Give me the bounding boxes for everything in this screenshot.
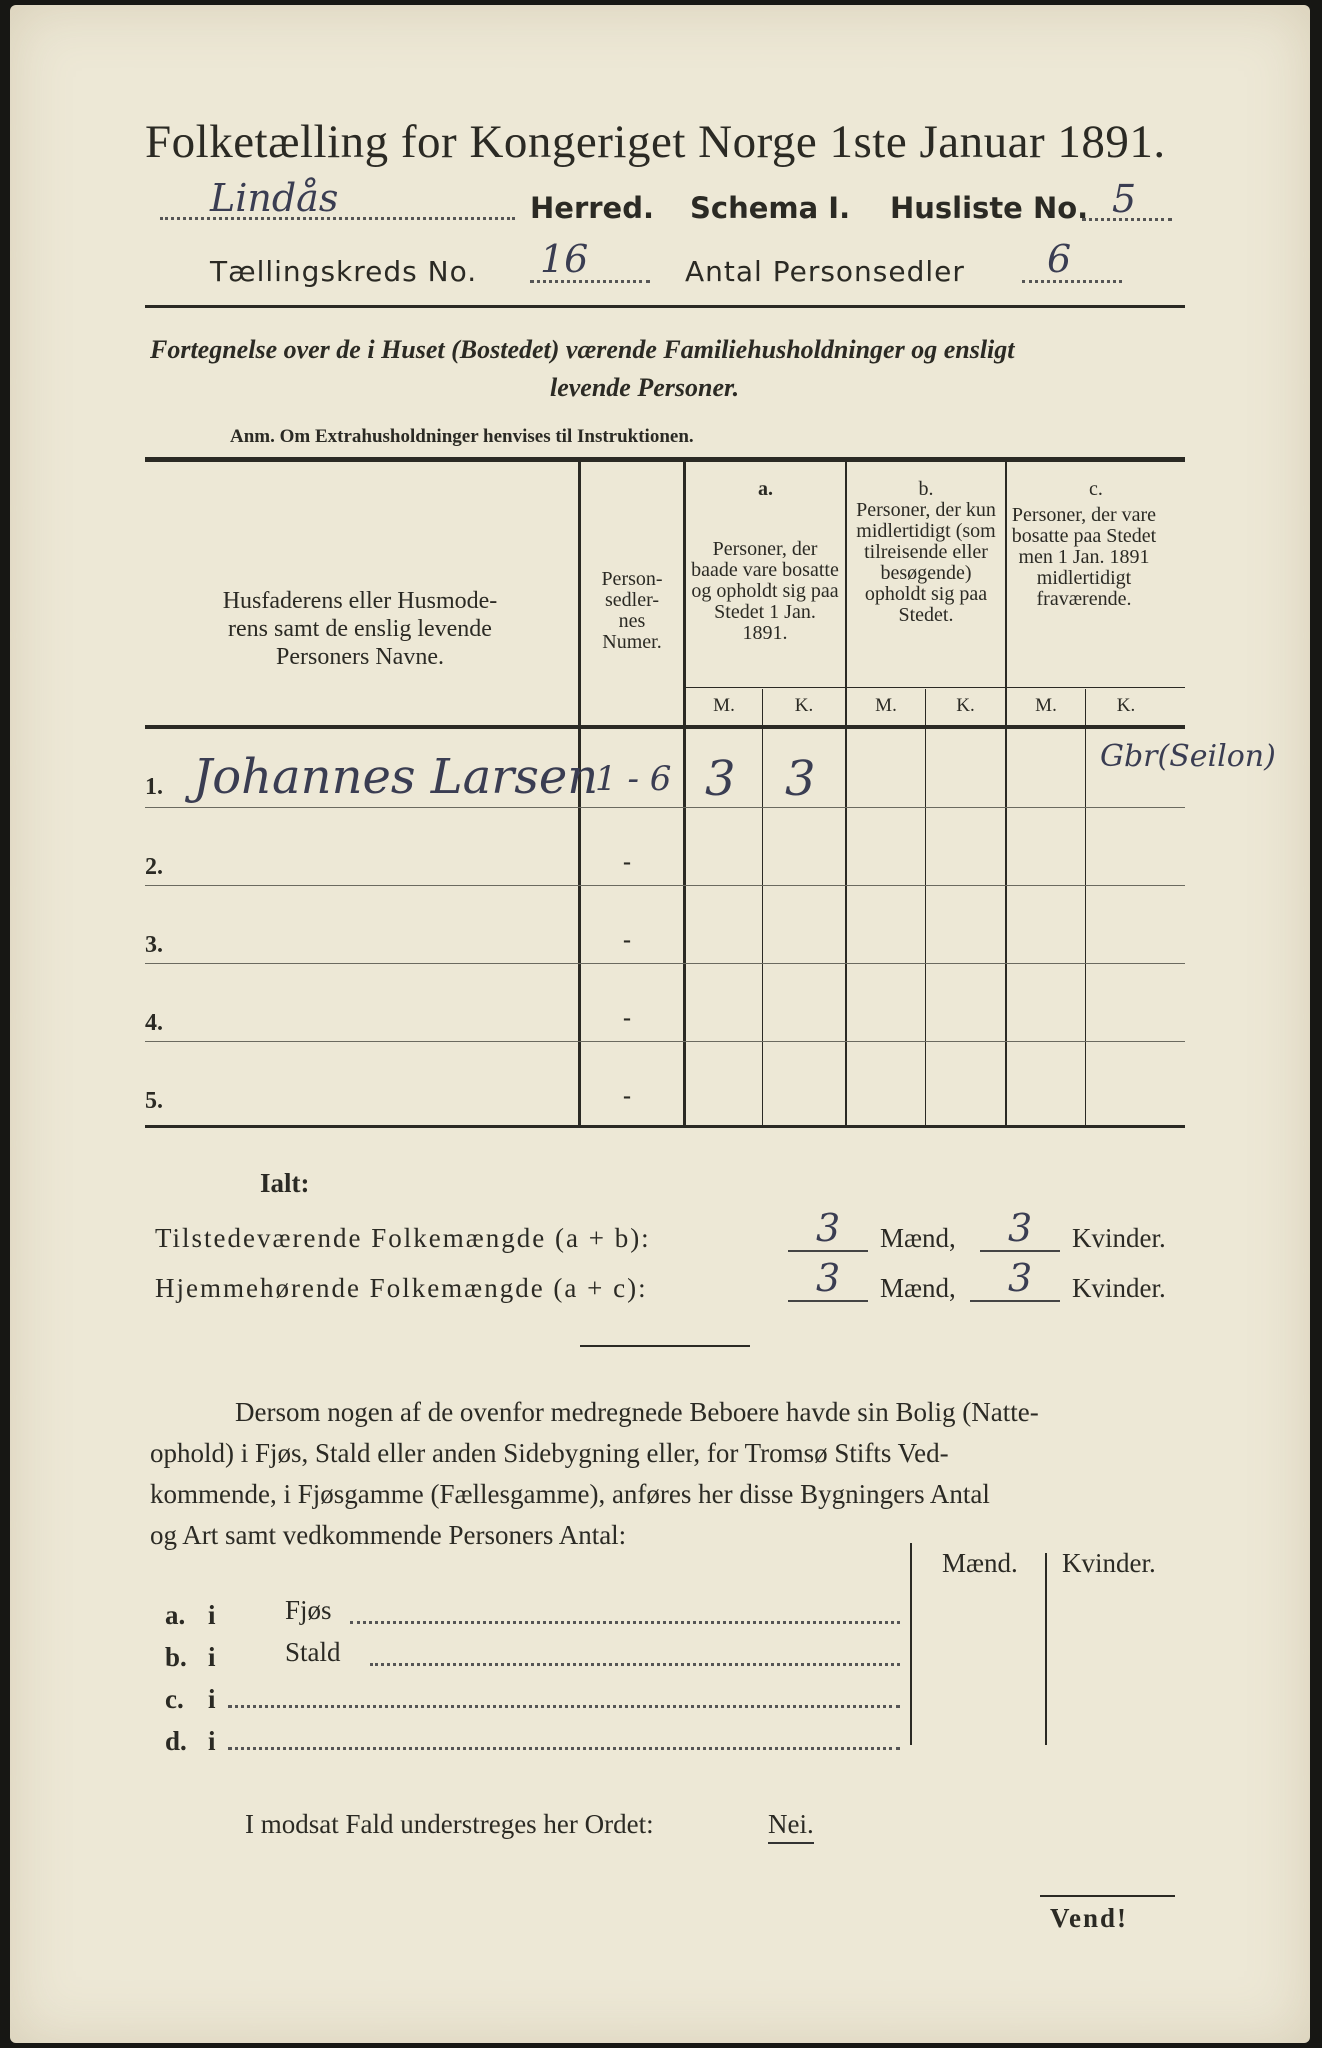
col-header-a: Personer, der baade vare bosatte og opholdt sig paa Stedet 1 Jan. 1891.	[691, 538, 839, 644]
antal-field	[1022, 237, 1122, 287]
husliste-value: 5	[1112, 177, 1137, 221]
col-a-k: K.	[794, 695, 814, 716]
col-a-letter: a.	[758, 478, 773, 500]
col-header-num-line: sedler-	[604, 589, 659, 611]
row-num: -	[623, 927, 631, 953]
header-rule	[145, 305, 1185, 308]
row-line	[145, 807, 1185, 808]
col-header-num-line: Numer.	[602, 631, 662, 653]
husliste-field	[1082, 177, 1172, 225]
building-label: Fjøs	[285, 1595, 332, 1625]
vend-rule	[1040, 1895, 1175, 1897]
intro-line2: levende Personer.	[550, 373, 740, 402]
ialt-label: Ialt:	[260, 1168, 310, 1198]
intro-line1: Fortegnelse over de i Huset (Bostedet) værende Familiehusholdninger og ensligt	[150, 335, 1015, 364]
herred-label: Herred.	[530, 191, 654, 225]
modsat-text: I modsat Fald understreges her Ordet:	[245, 1809, 654, 1839]
table-top-rule	[145, 457, 1185, 462]
row-number: 1.	[145, 774, 163, 800]
total-line1-m-field	[788, 1206, 868, 1252]
buildings-col-divider	[910, 1543, 912, 1745]
row-number: 3.	[145, 932, 163, 958]
building-letter: a.	[165, 1600, 186, 1630]
total-line1-label: Tilstedeværende Folkemængde (a + b):	[155, 1223, 651, 1253]
col-header-name-line: Personers Navne.	[276, 644, 444, 670]
building-i: i	[208, 1600, 216, 1630]
row-line	[145, 885, 1185, 886]
anm-note: Anm. Om Extrahusholdninger henvises til Instruktionen.	[230, 426, 694, 447]
col-header-c: Personer, der vare bosatte paa Stedet men 1 Jan. 1891 midlertidigt fraværende.	[1011, 504, 1157, 610]
total-line1-m: 3	[816, 1206, 841, 1250]
building-dotted-line	[370, 1663, 900, 1666]
col-b-letter: b.	[918, 478, 934, 500]
form-title: Folketælling for Kongeriget Norge 1ste Januar 1891.	[145, 116, 1166, 168]
schema-label: Schema I.	[690, 191, 851, 225]
herred-value: Lindås	[210, 176, 339, 220]
row-num: -	[623, 1083, 631, 1109]
total-line1-kvinder: Kvinder.	[1072, 1223, 1166, 1253]
col-b-m: M.	[875, 695, 897, 716]
row-num: 1 - 6	[595, 759, 672, 799]
row-a-m: 3	[705, 751, 736, 807]
building-label: Stald	[285, 1637, 341, 1667]
kreds-field	[530, 237, 650, 287]
building-dotted-line	[350, 1621, 900, 1624]
building-dotted-line	[228, 1747, 900, 1750]
para-line2: ophold) i Fjøs, Stald eller anden Sidebygning eller, for Tromsø Stifts Ved-	[150, 1438, 949, 1468]
census-form-page	[10, 5, 1310, 2043]
husliste-label: Husliste No.	[890, 191, 1089, 225]
col-header-num-line: nes	[618, 610, 646, 632]
col-header-name-line: rens samt de enslig levende	[228, 616, 492, 642]
antal-label: Antal Personsedler	[685, 255, 965, 288]
col-header-num-line: Person-	[601, 568, 663, 590]
total-line2-m-field	[788, 1256, 868, 1302]
building-i: i	[208, 1684, 216, 1714]
para-line4: og Art samt vedkommende Personers Antal:	[150, 1520, 627, 1550]
buildings-col-divider	[1045, 1553, 1047, 1745]
row-line	[145, 1041, 1185, 1042]
col-header-num	[581, 569, 683, 653]
row-num: -	[623, 1005, 631, 1031]
row-c-note: Gbr(Seilon)	[1100, 739, 1276, 774]
herred-field	[160, 176, 515, 224]
total-line1-k-field	[980, 1206, 1060, 1252]
total-line2-kvinder: Kvinder.	[1072, 1273, 1166, 1303]
col-header-name-line: Husfaderens eller Husmode-	[222, 588, 498, 614]
col-c-m: M.	[1035, 695, 1057, 716]
row-name: Johannes Larsen	[193, 749, 599, 805]
col-c-k: K.	[1116, 695, 1136, 716]
total-line2-maend: Mænd,	[880, 1273, 956, 1303]
kreds-label: Tællingskreds No.	[210, 255, 478, 288]
building-i: i	[208, 1642, 216, 1672]
building-i: i	[208, 1726, 216, 1756]
total-line1-maend: Mænd,	[880, 1223, 956, 1253]
building-letter: b.	[165, 1642, 187, 1672]
building-letter: c.	[165, 1684, 184, 1714]
section-divider	[580, 1345, 750, 1347]
row-number: 4.	[145, 1010, 163, 1036]
nei-word: Nei.	[768, 1809, 814, 1844]
mk-rule	[683, 687, 1185, 688]
total-line2-k-field	[970, 1256, 1060, 1302]
para-line1: Dersom nogen af de ovenfor medregnede Beboere havde sin Bolig (Natte-	[235, 1397, 1039, 1427]
buildings-kvinder-header: Kvinder.	[1062, 1548, 1156, 1578]
row-line	[145, 963, 1185, 964]
antal-value: 6	[1047, 237, 1072, 281]
total-line1-k: 3	[1008, 1206, 1033, 1250]
building-dotted-line	[228, 1705, 900, 1708]
total-line2-m: 3	[816, 1256, 841, 1300]
row-number: 5.	[145, 1088, 163, 1114]
household-table	[145, 457, 1276, 1129]
para-line3: kommende, i Fjøsgamme (Fællesgamme), anføres her disse Bygningers Antal	[150, 1479, 990, 1509]
building-letter: d.	[165, 1726, 187, 1756]
buildings-maend-header: Mænd.	[942, 1548, 1018, 1578]
row-num: -	[623, 849, 631, 875]
col-header-name	[155, 587, 565, 671]
row-number: 2.	[145, 854, 163, 880]
row-a-k: 3	[785, 751, 816, 807]
col-a-m: M.	[713, 695, 735, 716]
col-b-k: K.	[956, 695, 975, 716]
vend-text: Vend!	[1050, 1903, 1129, 1933]
table-bottom-rule	[145, 1125, 1185, 1128]
total-line2-label: Hjemmehørende Folkemængde (a + c):	[155, 1273, 648, 1303]
kreds-value: 16	[540, 237, 589, 281]
col-c-letter: c.	[1089, 478, 1103, 500]
table-body	[145, 729, 1276, 1125]
col-header-b: Personer, der kun midlertidigt (som tilreisende eller besøgende) opholdt sig paa Stedet.	[856, 499, 996, 626]
total-line2-k: 3	[1008, 1256, 1033, 1300]
